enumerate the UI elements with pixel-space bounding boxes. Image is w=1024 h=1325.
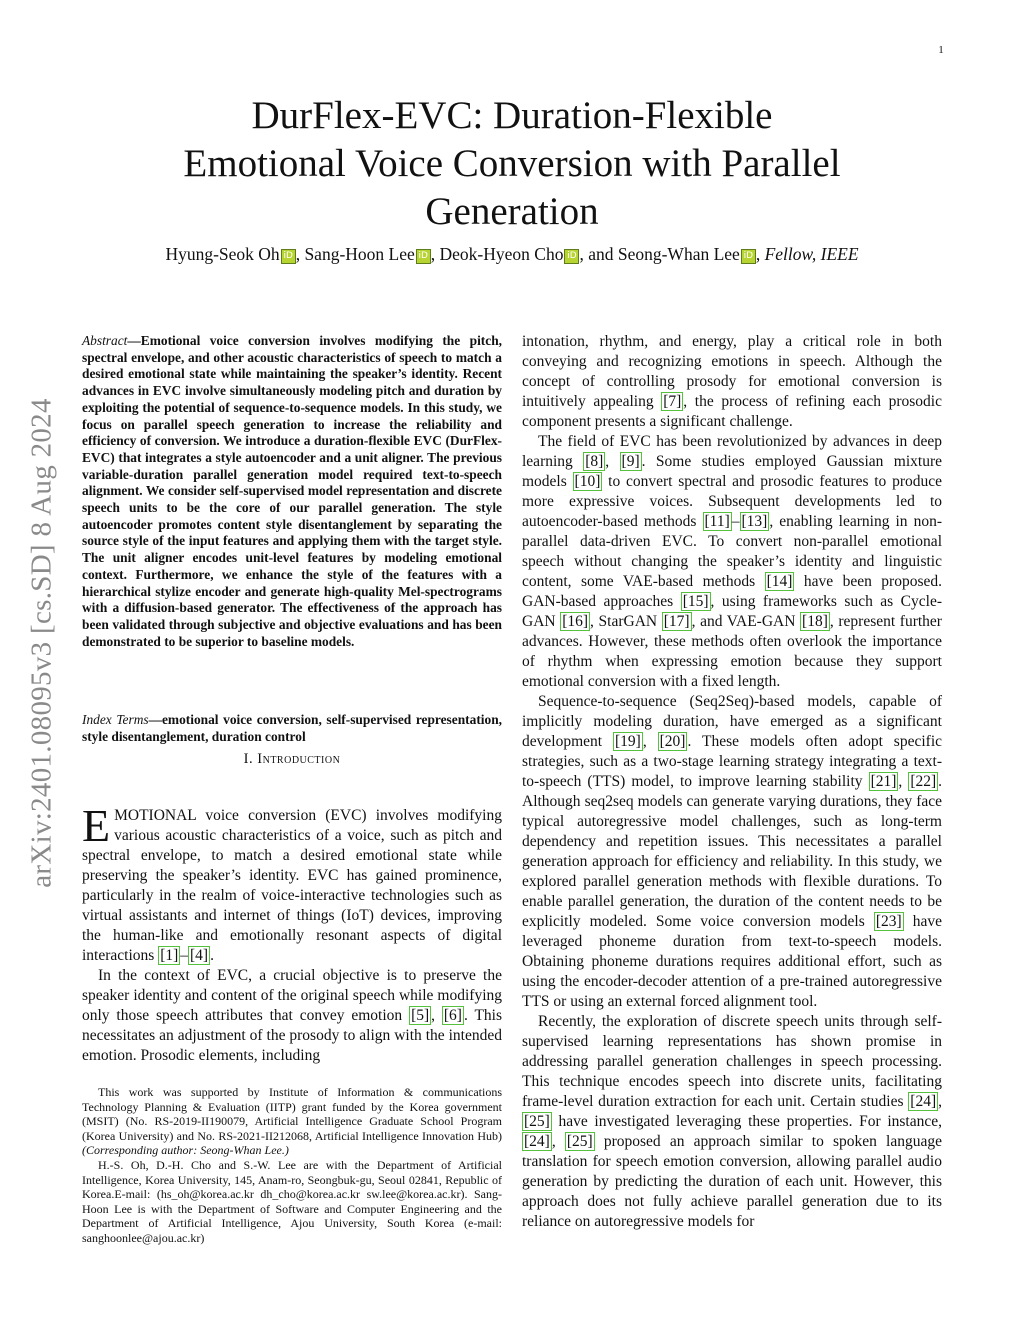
right-column-body: [522, 332, 942, 1232]
title-line: DurFlex-EVC: Duration-Flexible: [251, 94, 773, 137]
paragraph: [82, 966, 502, 1066]
index-terms-text: —emotional voice conversion, self-supervised representation, style disentanglement, duration control: [82, 712, 502, 744]
paragraph-text: , using frameworks such as Cycle-GAN: [522, 593, 942, 630]
paragraph: [522, 432, 942, 692]
paragraph-text: ,: [898, 773, 909, 790]
abstract-label: Abstract: [82, 333, 128, 348]
paragraph: [82, 800, 502, 966]
citation-link[interactable]: [10]: [574, 473, 601, 490]
paragraph-text: ,: [938, 1093, 942, 1110]
left-column-body: [82, 800, 502, 1066]
citation-link[interactable]: [25]: [566, 1133, 593, 1150]
paragraph-text: to convert spectral and prosodic features to produce more expressive voices. Subsequent developments led to autoencoder-based methods: [522, 473, 942, 530]
author-name: Hyung-Seok Oh: [165, 244, 280, 264]
index-terms-label: Index Terms: [82, 712, 149, 727]
title-line: Generation: [425, 190, 599, 233]
citation-link[interactable]: [1]: [160, 947, 179, 964]
paragraph-text: have leveraged phoneme duration from text-to-speech models. Obtaining phoneme durations requires additional effort, such as using the encoder-decoder attention of a pre-trained autoregressive TTS or using an external forced alignment tool.: [522, 913, 942, 1010]
paragraph-text: , and VAE-GAN: [691, 613, 801, 630]
paragraph-text: ,: [431, 1007, 442, 1024]
citation-link[interactable]: [7]: [663, 393, 682, 410]
paragraph-text: Recently, the exploration of discrete speech units through self-supervised learning representations has shown promise in addressing parallel generation challenges in speech processing. This technique encodes speech into discrete units, facilitating frame-level duration extraction for each unit. Certain studies: [522, 1013, 942, 1110]
citation-link[interactable]: [16]: [562, 613, 589, 630]
paragraph-text: intonation, rhythm, and energy, play a critical role in both conveying and recognizing emotions in speech. Although the concept of controlling prosody for emotional conversion is intuitively appealing: [522, 333, 942, 410]
author-separator: ,: [430, 244, 440, 264]
title-line: Emotional Voice Conversion with Parallel: [183, 142, 841, 185]
corresponding-author: (Corresponding author: Seong-Whan Lee.): [82, 1143, 289, 1158]
index-terms: [82, 712, 502, 745]
citation-link[interactable]: [21]: [870, 773, 897, 790]
author-name: Sang-Hoon Lee: [304, 244, 415, 264]
citation-link[interactable]: [20]: [659, 733, 686, 750]
section-heading: [82, 751, 502, 768]
abstract-text: —Emotional voice conversion involves modifying the pitch, spectral envelope, and other acoustic characteristics of speech to match a desired emotional state while maintaining the speaker’s identity. Recent advances in EVC involve simultaneously modeling pitch and duration by exploiting the potential of sequence-to-sequence models. In this study, we focus on parallel speech generation to increase the reliability and efficiency of conversion. We introduce a duration-flexible EVC (DurFlex-EVC) that integrates a style autoencoder and a unit aligner. The previous variable-duration parallel generation model required text-to-speech alignment. We consider self-supervised model representation and discrete speech units to be the core of our parallel generation. The style autoencoder promotes content style disentanglement by separating the source style of the input features and applying them with the target style. The unit aligner encodes unit-level features by modeling emotional context. Furthermore, we enhance the style of the features with a hierarchical stylize encoder and generate high-quality Mel-spectrograms with a diffusion-based generator. The effectiveness of the approach has been validated through subjective and objective evaluations and has been demonstrated to be superior to baseline models.: [82, 333, 502, 649]
orcid-icon[interactable]: iD: [281, 249, 296, 264]
paragraph-text: –: [731, 513, 740, 530]
paragraph-text: Sequence-to-sequence (Seq2Seq)-based models, capable of implicitly modeling duration, have emerged as a significant development: [522, 693, 942, 750]
author-separator: ,: [755, 244, 765, 264]
footnote-affiliation: H.-S. Oh, D.-H. Cho and S.-W. Lee are with the Department of Artificial Intelligence, Korea University, 145, Anam-ro, Seongbuk-gu, Seoul 02841, Republic of Korea.E-mail: (hs_oh@korea.ac.kr dh_cho@korea.ac.kr sw.lee@korea.ac.kr). Sang-Hoon Lee is with the Department of Software and Computer Engineering and the Department of Artificial Intelligence, Ajou University, South Korea (e-mail: sanghoonlee@ajou.ac.kr): [82, 1157, 502, 1245]
paragraph-text: ,: [551, 1133, 565, 1150]
paragraph: [522, 1012, 942, 1232]
citation-link[interactable]: [5]: [411, 1007, 430, 1024]
citation-link[interactable]: [13]: [741, 513, 768, 530]
author-name: Seong-Whan Lee: [617, 244, 740, 264]
citation-link[interactable]: [19]: [615, 733, 641, 750]
author-list: [80, 242, 944, 266]
citation-link[interactable]: [4]: [190, 947, 209, 964]
author-separator: ,: [295, 244, 305, 264]
paragraph-text: The field of EVC has been revolutionized by advances in deep learning: [522, 433, 942, 470]
citation-link[interactable]: [6]: [443, 1007, 462, 1024]
citation-link[interactable]: [9]: [621, 453, 640, 470]
paragraph-text: , StarGAN: [590, 613, 662, 630]
paragraph-text: ,: [642, 733, 658, 750]
drop-cap: E: [82, 800, 111, 851]
paragraph-text: , enabling learning in non-parallel data-driven EVC. To convert non-parallel emotional speech without changing the speaker’s identity and linguistic content, some VAE-based methods: [522, 513, 943, 590]
citation-link[interactable]: [25]: [524, 1113, 550, 1130]
paragraph-text: MOTIONAL voice conversion (EVC) involves modifying various acoustic characteristics of a voice, such as pitch and spectral envelope, to match a desired emotional state while preserving the speaker’s identity. EVC has gained prominence, particularly in the realm of voice-interactive technologies such as virtual assistants and internet of things (IoT) devices, improving the human-like and emotionally resonant aspects of digital interactions: [82, 807, 502, 964]
paragraph-text: , the process of refining each prosodic component presents a significant challenge.: [522, 393, 942, 430]
author-fellow: Fellow, IEEE: [764, 244, 859, 264]
citation-link[interactable]: [24]: [910, 1093, 937, 1110]
paragraph-text: In the context of EVC, a crucial objective is to preserve the speaker identity and content of the original speech while modifying only those speech attributes that convey emotion: [82, 967, 502, 1024]
paragraph-text: . These models often adopt specific strategies, such as a two-stage learning strategy integrating a text-to-speech (TTS) model, to improve learning stability: [522, 733, 943, 790]
footnote: [82, 1085, 502, 1246]
paragraph-text: , represent further advances. However, these methods often overlook the importance of rhythm when expressing emotion because they support emotional conversion with a fixed length.: [522, 613, 942, 690]
abstract: [82, 333, 502, 650]
paragraph: [522, 332, 942, 432]
author-name: Deok-Hyeon Cho: [439, 244, 564, 264]
citation-link[interactable]: [15]: [682, 593, 709, 610]
paragraph: [522, 692, 942, 1012]
paragraph-text: . Some studies employed Gaussian mixture models: [522, 453, 942, 490]
section-number: I.: [243, 751, 254, 767]
citation-link[interactable]: [22]: [910, 773, 937, 790]
citation-link[interactable]: [8]: [585, 453, 604, 470]
paragraph-text: have investigated leveraging these properties. For instance,: [551, 1113, 942, 1130]
citation-link[interactable]: [23]: [875, 913, 902, 930]
arxiv-watermark: arXiv:2401.08095v3 [cs.SD] 8 Aug 2024: [25, 398, 58, 888]
citation-link[interactable]: [17]: [663, 613, 690, 630]
paragraph-text: proposed an approach similar to spoken language translation for speech emotion conversion, allowing parallel audio generation by predicting the duration of each unit. However, this approach does not fully achieve parallel generation due to its reliance on autoregressive models for: [522, 1133, 942, 1230]
citation-link[interactable]: [11]: [704, 513, 730, 530]
paragraph-text: . This necessitates an adjustment of the prosody to align with the intended emotion. Prosodic elements, including: [82, 1007, 502, 1064]
citation-link[interactable]: [18]: [802, 613, 828, 630]
orcid-icon[interactable]: iD: [741, 249, 756, 264]
paragraph-text: . Although seq2seq models can generate varying durations, they face typical autoregressive model challenges, such as long-term dependency and repetition issues. This necessitates a parallel generation approach for efficiency and reliability. In this study, we explored parallel generation methods with flexible durations. To enable parallel generation, the duration of the content needs to be explicitly modeled. Some voice conversion models: [522, 773, 943, 930]
paragraph-text: have been proposed. GAN-based approaches: [522, 573, 942, 610]
footnote-funding: [82, 1085, 502, 1158]
paragraph-text: ,: [605, 453, 620, 470]
page-number: 1: [938, 44, 944, 56]
paragraph-text: –: [180, 947, 189, 964]
orcid-icon[interactable]: iD: [416, 249, 431, 264]
paper-title: [100, 92, 924, 236]
footnote-text: This work was supported by Institute of Information & communications Technology Planning & Evaluation (IITP) grant funded by the Korea government (MSIT) (No. RS-2019-II190079, Artificial Intelligence Graduate School Program (Korea University) and No. RS-2021-II212068, Artificial Intelligence Innovation Hub): [82, 1085, 502, 1143]
citation-link[interactable]: [24]: [524, 1133, 550, 1150]
section-title: Introduction: [257, 751, 341, 767]
orcid-icon[interactable]: iD: [564, 249, 579, 264]
citation-link[interactable]: [14]: [766, 573, 793, 590]
paragraph-text: .: [210, 947, 214, 964]
author-separator: , and: [579, 244, 618, 264]
